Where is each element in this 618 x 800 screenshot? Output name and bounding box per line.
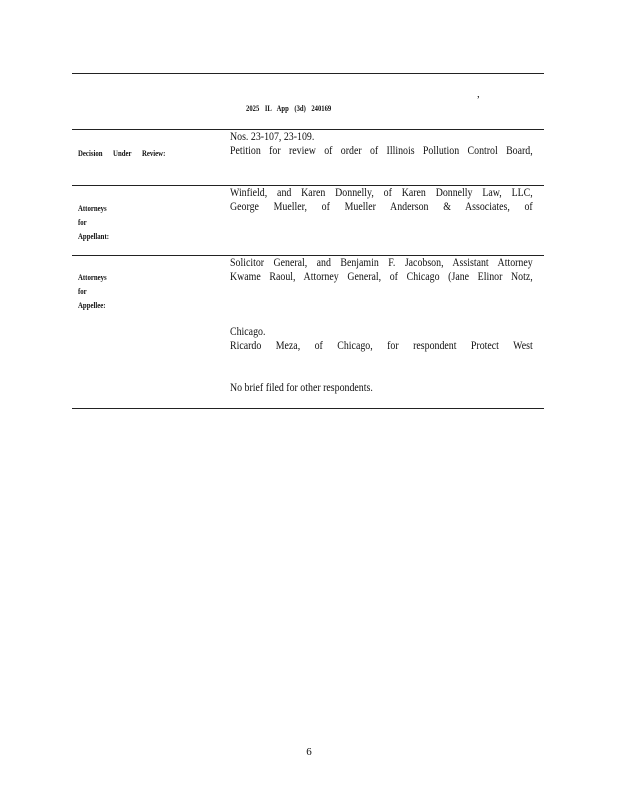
appellee-label-3: Appellee: xyxy=(78,300,106,310)
appellant-label-1: Attorneys xyxy=(78,203,107,213)
stray-comma: , xyxy=(477,88,480,100)
case-citation: 2025 IL App (3d) 240169 xyxy=(246,103,332,113)
appellee-line-2: Kwame Raoul, Attorney General, of Chicago (Jane Elinor Notz, xyxy=(230,271,533,283)
appellee-line-4: Ricardo Meza, of Chicago, for respondent Protect West xyxy=(230,340,533,352)
appellee-line-5: No brief filed for other respondents. xyxy=(230,382,373,394)
decision-line-2: Petition for review of order of Illinois Pollution Control Board, xyxy=(230,145,533,157)
appellee-label-2: for xyxy=(78,286,87,296)
appellant-line-2: George Mueller, of Mueller Anderson & Associates, of xyxy=(230,201,533,213)
appellee-line-1: Solicitor General, and Benjamin F. Jacobson, Assistant Attorney xyxy=(230,257,533,269)
appellant-line-1: Winfield, and Karen Donnelly, of Karen Donnelly Law, LLC, xyxy=(230,187,533,199)
appellee-line-3: Chicago. xyxy=(230,326,266,338)
appellant-label-2: for xyxy=(78,217,87,227)
decision-line-1: Nos. 23-107, 23-109. xyxy=(230,131,315,143)
page-number: 6 xyxy=(306,746,312,758)
top-rule xyxy=(72,73,544,74)
appellant-label-3: Appellant: xyxy=(78,231,109,241)
decision-label: Decision Under Review: xyxy=(78,148,166,158)
appellee-label-1: Attorneys xyxy=(78,272,107,282)
bottom-rule xyxy=(72,408,544,409)
